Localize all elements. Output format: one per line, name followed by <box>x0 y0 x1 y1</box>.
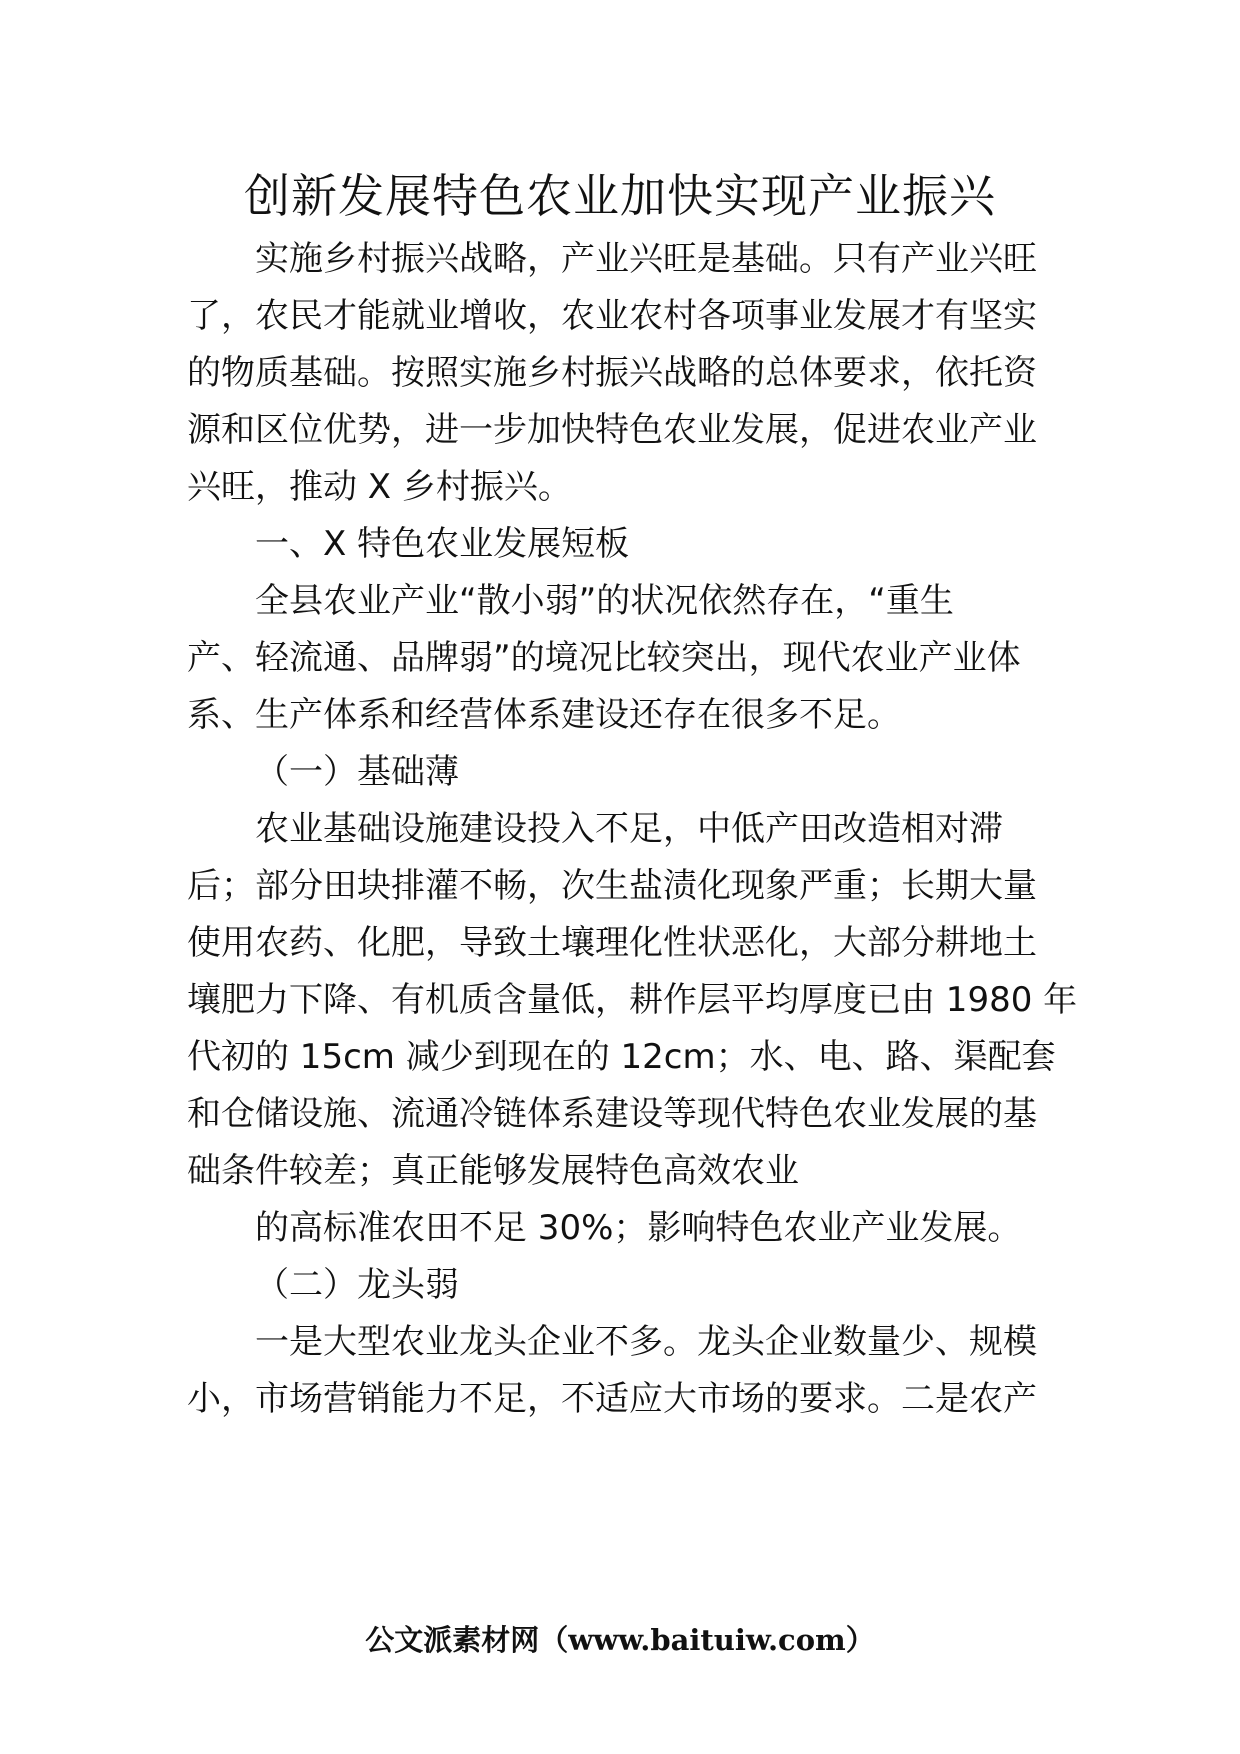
paragraph-line: 系、生产体系和经营体系建设还存在很多不足。 <box>187 695 901 735</box>
paragraph-line: 产、轻流通、品牌弱”的境况比较突出，现代农业产业体 <box>187 638 1021 678</box>
subsection-heading: （一）基础薄 <box>255 752 459 792</box>
paragraph-line: 一是大型农业龙头企业不多。龙头企业数量少、规模 <box>255 1322 1037 1362</box>
document-title: 创新发展特色农业加快实现产业振兴 <box>244 169 996 223</box>
paragraph-line: 了，农民才能就业增收，农业农村各项事业发展才有坚实 <box>187 296 1037 336</box>
paragraph-line: 源和区位优势，进一步加快特色农业发展，促进农业产业 <box>187 410 1037 450</box>
footer-watermark: 公文派素材网（www.baituiw.com） <box>365 1623 875 1657</box>
paragraph-line: 实施乡村振兴战略，产业兴旺是基础。只有产业兴旺 <box>255 239 1037 279</box>
paragraph-line: 壤肥力下降、有机质含量低，耕作层平均厚度已由 1980 年 <box>187 980 1078 1020</box>
paragraph-line: 农业基础设施建设投入不足，中低产田改造相对滞 <box>255 809 1003 849</box>
paragraph-line: 和仓储设施、流通冷链体系建设等现代特色农业发展的基 <box>187 1094 1037 1134</box>
paragraph-line: 兴旺，推动 X 乡村振兴。 <box>187 467 572 507</box>
paragraph-line: 使用农药、化肥，导致土壤理化性状恶化，大部分耕地土 <box>187 923 1037 963</box>
paragraph-line: 础条件较差；真正能够发展特色高效农业 <box>187 1151 799 1191</box>
section-heading: 一、X 特色农业发展短板 <box>255 524 630 564</box>
subsection-heading: （二）龙头弱 <box>255 1265 459 1305</box>
paragraph-line: 后；部分田块排灌不畅，次生盐渍化现象严重；长期大量 <box>187 866 1037 906</box>
paragraph-line: 的高标准农田不足 30%；影响特色农业产业发展。 <box>255 1208 1022 1248</box>
paragraph-line: 的物质基础。按照实施乡村振兴战略的总体要求，依托资 <box>187 353 1037 393</box>
paragraph-line: 全县农业产业“散小弱”的状况依然存在，“重生 <box>255 581 954 621</box>
paragraph-line: 代初的 15cm 减少到现在的 12cm；水、电、路、渠配套 <box>187 1037 1056 1077</box>
paragraph-line: 小，市场营销能力不足，不适应大市场的要求。二是农产 <box>187 1379 1037 1419</box>
